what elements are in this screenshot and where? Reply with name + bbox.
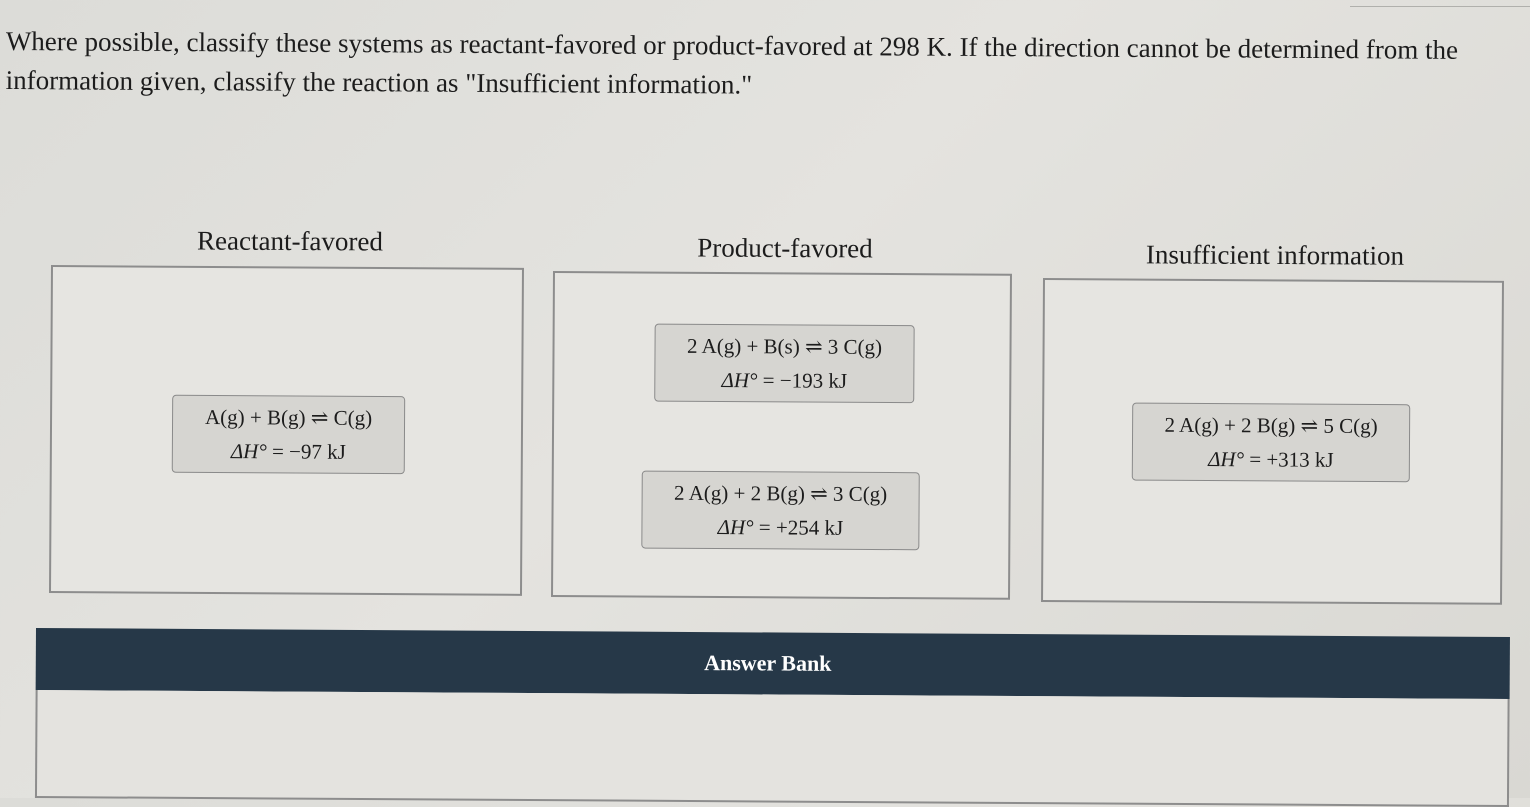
heading-insufficient-information: Insufficient information [1145, 239, 1405, 271]
reaction-equation: 2 A(g) + B(s) ⇌ 3 C(g) [686, 333, 883, 360]
enthalpy-change: ΔH° = −193 kJ [721, 368, 848, 393]
heading-product-favored: Product-favored [697, 232, 873, 264]
enthalpy-change: ΔH° = −97 kJ [230, 439, 346, 464]
reaction-card[interactable] [172, 395, 405, 474]
reaction-card[interactable] [1132, 403, 1410, 483]
reaction-equation: A(g) + B(g) ⇌ C(g) [204, 404, 373, 430]
question-prompt: Where possible, classify these systems as reactant-favored or product-favored at 298 K. If the direction cannot be determined from the information given, classify the reaction as "Insufficient information." [5, 25, 1459, 100]
answer-bank-header: Answer Bank [36, 628, 1510, 699]
reaction-card[interactable] [641, 471, 919, 551]
reaction-equation: 2 A(g) + 2 B(g) ⇌ 5 C(g) [1164, 412, 1378, 439]
top-edge-divider [1350, 0, 1530, 7]
reaction-card[interactable] [654, 324, 914, 404]
heading-reactant-favored: Reactant-favored [196, 225, 384, 257]
enthalpy-change: ΔH° = +313 kJ [1208, 447, 1334, 472]
reaction-equation: 2 A(g) + 2 B(g) ⇌ 3 C(g) [673, 480, 888, 507]
enthalpy-change: ΔH° = +254 kJ [717, 515, 844, 540]
answer-bank [35, 628, 1510, 807]
answer-bank-dropzone[interactable] [35, 690, 1510, 807]
dropzone-insufficient-information[interactable] [1041, 278, 1504, 605]
dropzone-reactant-favored[interactable] [49, 265, 524, 596]
dropzone-product-favored[interactable] [551, 271, 1012, 600]
